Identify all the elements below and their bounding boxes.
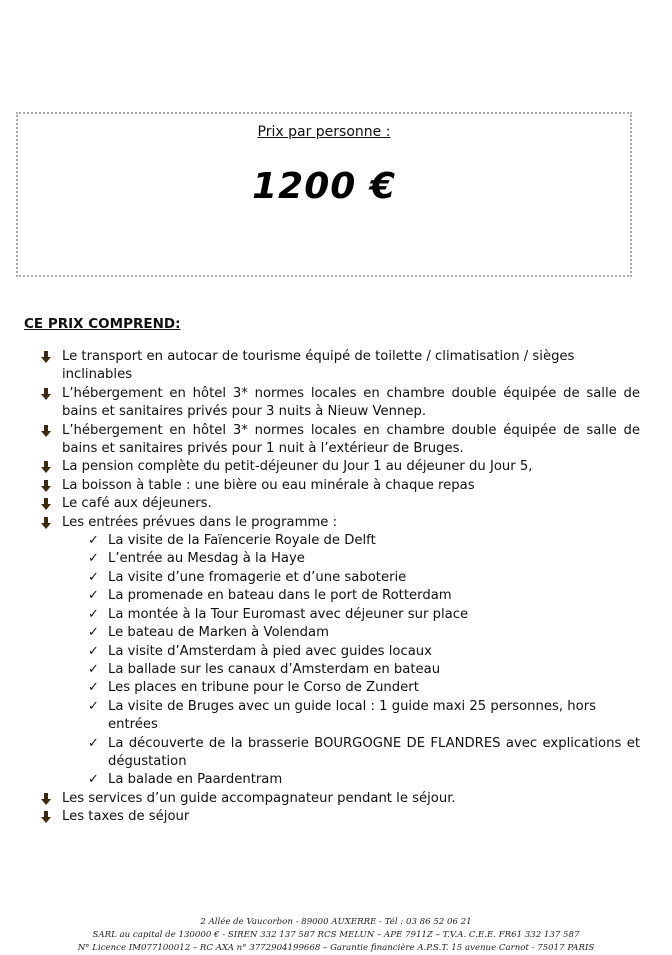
checkmark-icon: ✓ — [88, 643, 99, 659]
list-item: Les entrées prévues dans le programme : — [40, 514, 640, 532]
price-value: 1200 € — [252, 166, 396, 207]
footer-address: 2 Allée de Vaucorbon - 89000 AUXERRE - Tél : 03 86 52 06 21 — [200, 917, 472, 927]
checkmark-icon: ✓ — [88, 698, 99, 714]
checkmark-icon: ✓ — [88, 551, 99, 567]
sub-item: ✓ La visite d’Amsterdam à pied avec guides locaux — [40, 643, 640, 661]
sub-item: ✓ La montée à la Tour Euromast avec déjeuner sur place — [40, 606, 640, 624]
checkmark-icon: ✓ — [88, 625, 99, 641]
arrow-down-icon — [40, 811, 52, 823]
checkmark-icon: ✓ — [88, 606, 99, 622]
checkmark-icon: ✓ — [88, 680, 99, 696]
arrow-down-icon — [40, 480, 52, 492]
sub-item: ✓ La ballade sur les canaux d’Amsterdam en bateau — [40, 661, 640, 679]
price-box — [16, 112, 632, 277]
checkmark-icon: ✓ — [88, 735, 99, 751]
arrow-down-icon — [40, 517, 52, 529]
arrow-down-icon — [40, 388, 52, 400]
included-list — [40, 348, 640, 827]
sub-item: ✓ La promenade en bateau dans le port de Rotterdam — [40, 587, 640, 605]
list-item: Les taxes de séjour — [40, 808, 640, 826]
footer-license: N° Licence IM077100012 – RC AXA n° 3772904199668 – Garantie financière A.P.S.T. 15 avenue Carnot - 75017 PARIS — [77, 943, 595, 953]
arrow-down-icon — [40, 425, 52, 437]
arrow-down-icon — [40, 351, 52, 363]
checkmark-icon: ✓ — [88, 533, 99, 549]
list-item: Les services d’un guide accompagnateur pendant le séjour. — [40, 790, 640, 808]
sub-item: ✓ La balade en Paardentram — [40, 771, 640, 789]
checkmark-icon: ✓ — [88, 661, 99, 677]
list-item: La boisson à table : une bière ou eau minérale à chaque repas — [40, 477, 640, 495]
arrow-down-icon — [40, 498, 52, 510]
arrow-down-icon — [40, 793, 52, 805]
sub-item: ✓ La découverte de la brasserie BOURGOGNE DE FLANDRES avec explications et dégustation — [88, 735, 640, 769]
sub-item: ✓ La visite de Bruges avec un guide local : 1 guide maxi 25 personnes, hors entrées — [88, 698, 596, 733]
price-label: Prix par personne : — [257, 124, 391, 140]
list-item: L’hébergement en hôtel 3* normes locales en chambre double équipée de salle de bains et sanitaires privés pour 3 nuits à Nieuw Vennep. — [40, 385, 640, 422]
sub-item: ✓ La visite d’une fromagerie et d’une saboterie — [40, 569, 640, 587]
checkmark-icon: ✓ — [88, 588, 99, 604]
list-item: L’hébergement en hôtel 3* normes locales en chambre double équipée de salle de bains et sanitaires privés pour 1 nuit à l’extérieur de Bruges. — [40, 422, 640, 459]
footer-company: SARL au capital de 130000 € - SIREN 332 137 587 RCS MELUN – APE 7911Z – T.V.A. C.E.E. FR61 332 137 587 — [92, 930, 580, 940]
footer — [0, 916, 672, 955]
sub-item: ✓ Le bateau de Marken à Volendam — [40, 624, 640, 642]
list-item: La pension complète du petit-déjeuner du Jour 1 au déjeuner du Jour 5, — [40, 458, 640, 476]
list-item: Le transport en autocar de tourisme équipé de toilette / climatisation / sièges inclinables — [40, 348, 640, 385]
sub-item: ✓ Les places en tribune pour le Corso de Zundert — [40, 679, 640, 697]
arrow-down-icon — [40, 461, 52, 473]
list-item: Le café aux déjeuners. — [40, 495, 640, 513]
sub-item: ✓ L’entrée au Mesdag à la Haye — [40, 550, 640, 568]
sub-item: ✓ La visite de la Faïencerie Royale de Delft — [40, 532, 640, 550]
section-title: CE PRIX COMPREND: — [24, 316, 181, 332]
checkmark-icon: ✓ — [88, 772, 99, 788]
checkmark-icon: ✓ — [88, 569, 99, 585]
